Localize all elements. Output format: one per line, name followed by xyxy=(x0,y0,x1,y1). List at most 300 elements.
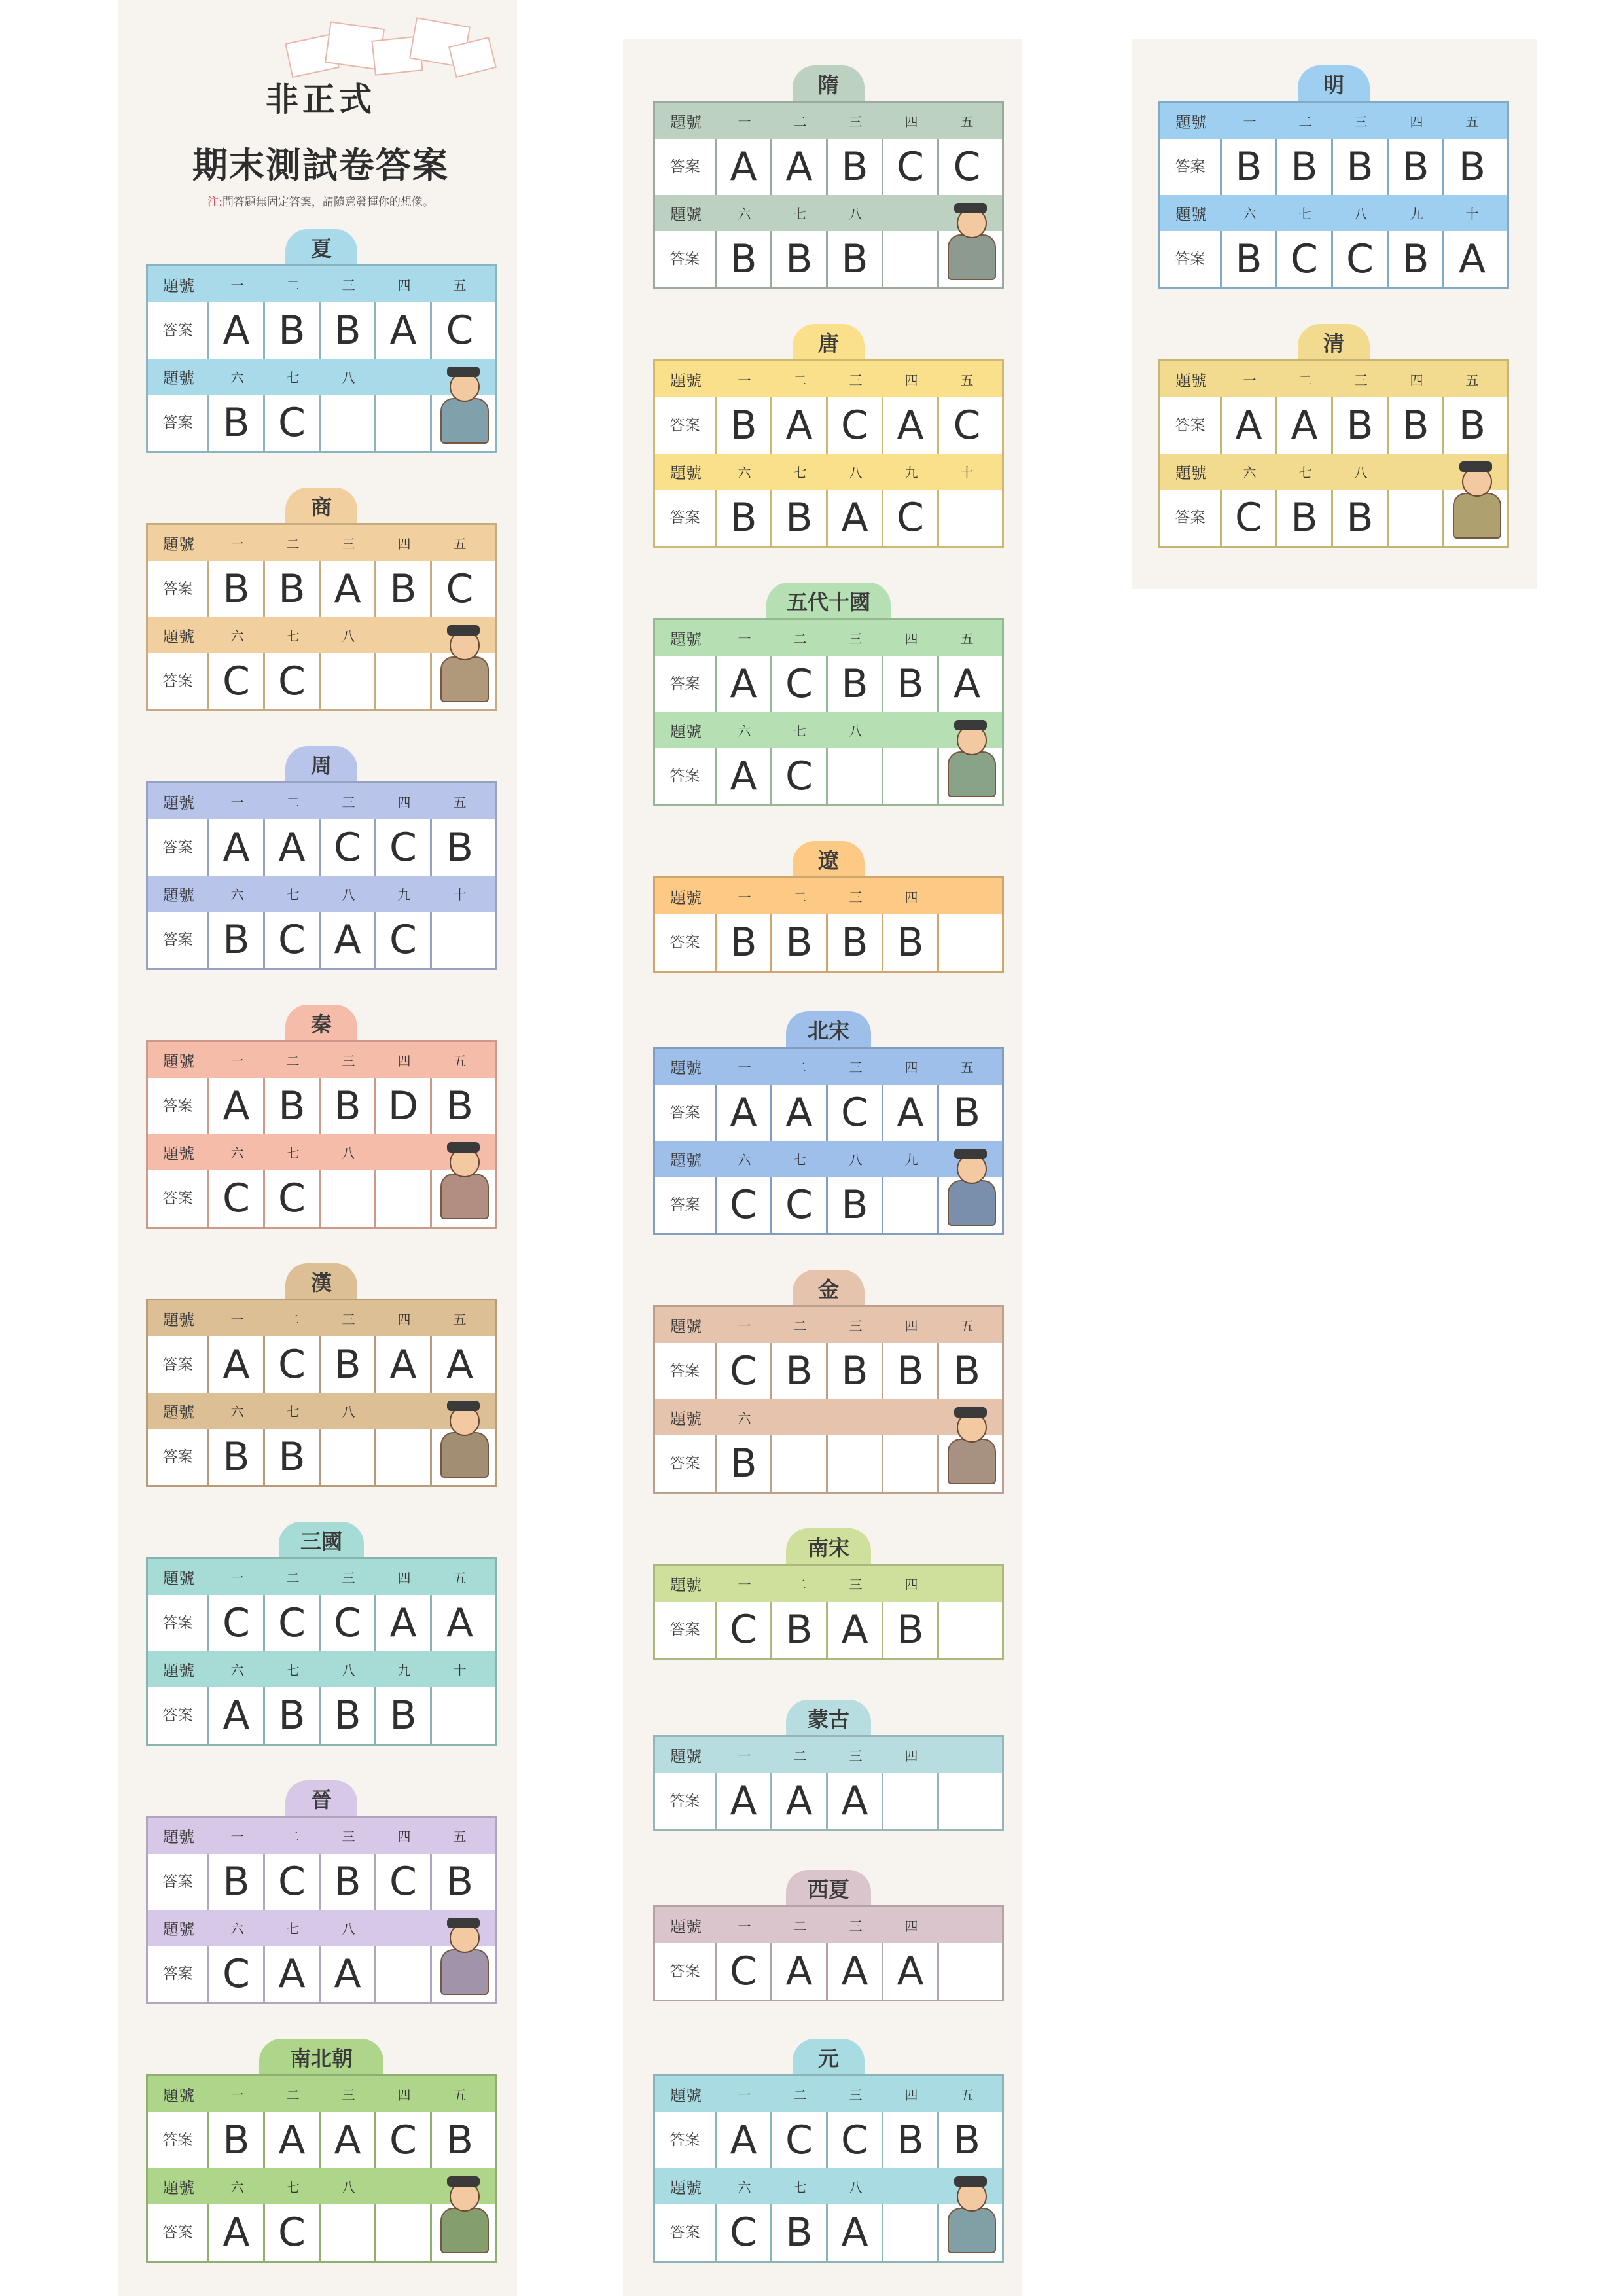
question-number-row xyxy=(655,1049,1002,1085)
answer-label: 答案 xyxy=(148,1078,209,1134)
answer-card-nansong xyxy=(653,1528,1004,1656)
question-number: 二 xyxy=(793,372,807,388)
answer-cell: B xyxy=(883,2112,939,2168)
answer-label: 答案 xyxy=(655,748,717,804)
answer-cell xyxy=(883,748,939,804)
figure-hat xyxy=(954,1149,987,1159)
answer-row xyxy=(148,1687,495,1744)
question-number-row xyxy=(1160,361,1507,397)
answer-cell: A xyxy=(209,302,265,359)
historical-figure-illustration xyxy=(434,1923,493,1995)
figure-body xyxy=(440,1174,489,1219)
question-number: 八 xyxy=(342,1662,355,1678)
answer-label: 答案 xyxy=(655,1085,717,1141)
question-number: 二 xyxy=(793,2087,807,2103)
answer-cell xyxy=(376,1946,432,2002)
figure-body xyxy=(948,234,996,280)
answer-cell xyxy=(939,1943,995,2000)
historical-figure-illustration xyxy=(434,630,493,702)
answer-cell: A xyxy=(376,1336,432,1393)
answer-cell: C xyxy=(772,1177,828,1233)
answer-cell: A xyxy=(828,1602,883,1658)
answer-cell: B xyxy=(209,1854,265,1910)
question-number: 四 xyxy=(904,2087,918,2103)
question-number-row xyxy=(148,266,495,302)
question-number: 六 xyxy=(230,1921,244,1937)
answer-cell: C xyxy=(953,144,981,190)
dynasty-title: 商 xyxy=(285,488,357,531)
page-title-line-2: 期末測試卷答案 xyxy=(192,145,449,186)
answer-cell: B xyxy=(209,561,265,617)
question-number: 一 xyxy=(738,1060,751,1075)
question-number: 五 xyxy=(453,1053,467,1069)
answer-cell: C xyxy=(209,1170,265,1227)
answer-cell: C xyxy=(376,1854,432,1910)
question-number: 七 xyxy=(286,1662,300,1678)
answer-cell: A xyxy=(883,1943,939,2000)
answer-cell: A xyxy=(883,397,939,454)
question-number: 九 xyxy=(904,465,918,480)
question-number: 一 xyxy=(738,372,751,388)
question-number-row xyxy=(655,361,1002,397)
question-number: 三 xyxy=(849,114,863,130)
question-number: 六 xyxy=(738,1410,751,1426)
answer-cell: C xyxy=(828,1085,883,1141)
question-number: 三 xyxy=(849,1060,863,1075)
answer-cell: B xyxy=(1389,397,1444,454)
question-number-row xyxy=(148,525,495,561)
answer-card-wudai xyxy=(653,583,1004,802)
answer-card-qin xyxy=(146,1005,497,1225)
question-label: 題號 xyxy=(670,723,702,741)
answer-cell: A xyxy=(828,490,883,546)
question-number: 九 xyxy=(904,1152,918,1168)
question-number: 七 xyxy=(793,465,807,480)
answer-cell: A xyxy=(1277,397,1333,454)
answer-table xyxy=(1158,101,1509,289)
question-number: 八 xyxy=(849,465,863,480)
answer-cell: C xyxy=(265,1854,321,1910)
answer-card-qing xyxy=(1158,324,1509,544)
figure-hat xyxy=(447,625,480,636)
answer-cell: B xyxy=(828,1343,883,1399)
question-number: 八 xyxy=(342,628,355,644)
question-number: 三 xyxy=(849,889,863,905)
answer-cell: B xyxy=(1277,139,1333,195)
answer-cell xyxy=(883,1177,939,1233)
question-number: 八 xyxy=(342,370,355,386)
question-label: 題號 xyxy=(163,1311,194,1329)
question-label: 題號 xyxy=(670,113,702,132)
answer-table xyxy=(146,1557,497,1746)
answer-cell: C xyxy=(1333,231,1389,287)
question-number: 三 xyxy=(849,631,863,647)
answer-row xyxy=(148,819,495,876)
answer-cell: B xyxy=(321,302,376,359)
answer-cell: A xyxy=(209,819,265,876)
question-number: 八 xyxy=(849,723,863,739)
question-number: 五 xyxy=(453,1312,467,1327)
answer-label: 答案 xyxy=(1160,139,1222,195)
question-number-row xyxy=(655,103,1002,139)
answer-cell: C xyxy=(209,1946,265,2002)
answer-cell: C xyxy=(265,1336,321,1393)
question-number: 一 xyxy=(230,1053,244,1069)
question-number: 七 xyxy=(793,1152,807,1168)
question-number: 四 xyxy=(904,889,918,905)
question-number: 一 xyxy=(230,2087,244,2103)
question-number: 二 xyxy=(793,1918,807,1934)
answer-cell: B xyxy=(446,2117,474,2163)
question-label: 題號 xyxy=(163,2179,194,2197)
answer-cell: B xyxy=(772,2204,828,2261)
answer-cell: B xyxy=(828,656,883,712)
answer-card-sanguo xyxy=(146,1522,497,1742)
question-number: 二 xyxy=(793,631,807,647)
answer-cell xyxy=(772,1435,828,1492)
question-label: 題號 xyxy=(670,889,702,907)
question-number: 二 xyxy=(793,114,807,130)
answer-label: 答案 xyxy=(148,912,209,968)
question-label: 題號 xyxy=(163,1662,194,1680)
answer-row xyxy=(148,302,495,359)
question-number: 一 xyxy=(230,278,244,293)
answer-label: 答案 xyxy=(148,561,209,617)
historical-figure-illustration xyxy=(434,372,493,444)
question-number: 五 xyxy=(453,278,467,293)
answer-row xyxy=(148,1078,495,1134)
answer-cell: B xyxy=(209,395,265,451)
answer-cell xyxy=(376,1429,432,1485)
answer-table xyxy=(653,1905,1004,2001)
question-number: 四 xyxy=(904,114,918,130)
answer-label: 答案 xyxy=(655,656,717,712)
answer-cell: B xyxy=(717,914,772,971)
question-number: 一 xyxy=(738,1577,751,1592)
figure-hat xyxy=(954,720,987,730)
answer-cell: C xyxy=(209,653,265,709)
answer-cell: A xyxy=(717,656,772,712)
question-number: 二 xyxy=(286,795,300,810)
historical-figure-illustration xyxy=(941,1412,1000,1484)
question-number: 六 xyxy=(1243,206,1257,222)
answer-label: 答案 xyxy=(148,2204,209,2261)
answer-cell: A xyxy=(265,819,321,876)
answer-table xyxy=(653,359,1004,548)
answer-card-sui xyxy=(653,65,1004,285)
question-label: 題號 xyxy=(670,1410,702,1428)
question-number: 七 xyxy=(286,2179,300,2195)
answer-cell: A xyxy=(265,1946,321,2002)
answer-label: 答案 xyxy=(655,914,717,971)
question-number: 四 xyxy=(904,1318,918,1334)
question-number: 八 xyxy=(849,2179,863,2195)
question-number-row xyxy=(655,620,1002,656)
answer-cell: C xyxy=(1222,490,1277,546)
figure-hat xyxy=(447,367,480,377)
answer-cell: A xyxy=(953,661,981,707)
answer-cell xyxy=(828,1435,883,1492)
dynasty-title: 西夏 xyxy=(786,1870,871,1913)
question-label: 題號 xyxy=(1175,372,1207,390)
question-number: 一 xyxy=(738,2087,751,2103)
note-prefix: 注: xyxy=(207,196,223,209)
answer-label: 答案 xyxy=(1160,397,1222,454)
dynasty-title: 隋 xyxy=(793,65,865,109)
question-label: 題號 xyxy=(670,1318,702,1336)
question-number: 四 xyxy=(397,795,411,810)
answer-cell: C xyxy=(376,2112,432,2168)
answer-label: 答案 xyxy=(148,1687,209,1744)
figure-body xyxy=(440,656,489,702)
answer-label: 答案 xyxy=(148,1170,209,1227)
question-number: 八 xyxy=(1354,465,1368,480)
answer-cell: B xyxy=(1458,403,1486,448)
answer-cell: C xyxy=(828,2112,883,2168)
answer-cell xyxy=(939,1602,995,1658)
answer-card-xia xyxy=(146,229,497,449)
figure-hat xyxy=(447,1918,480,1928)
question-number: 一 xyxy=(738,1748,751,1764)
dynasty-title: 清 xyxy=(1298,324,1370,367)
question-number: 十 xyxy=(453,1662,467,1678)
answer-card-beisong xyxy=(653,1011,1004,1231)
answer-cell: B xyxy=(1458,144,1486,190)
question-number: 五 xyxy=(960,114,974,130)
answer-label: 答案 xyxy=(148,1946,209,2002)
question-number: 五 xyxy=(1465,114,1479,130)
dynasty-title: 南北朝 xyxy=(259,2039,383,2082)
dynasty-title: 唐 xyxy=(793,324,865,367)
answer-table xyxy=(653,1735,1004,1831)
answer-cell: A xyxy=(446,1600,474,1646)
question-number: 四 xyxy=(397,1570,411,1586)
question-number: 三 xyxy=(849,1918,863,1934)
dynasty-title: 秦 xyxy=(285,1005,357,1048)
question-number: 四 xyxy=(397,2087,411,2103)
question-number: 一 xyxy=(230,536,244,552)
answer-row xyxy=(655,1085,1002,1141)
answer-cell: C xyxy=(772,748,828,804)
answer-cell xyxy=(321,1170,376,1227)
answer-cell: B xyxy=(1389,231,1444,287)
question-number: 三 xyxy=(342,795,355,810)
question-number-row xyxy=(655,1907,1002,1943)
answer-cell: C xyxy=(717,1943,772,2000)
answer-label: 答案 xyxy=(148,2112,209,2168)
question-label: 題號 xyxy=(163,535,194,554)
answer-cell xyxy=(939,490,995,546)
answer-label: 答案 xyxy=(148,819,209,876)
answer-cell: B xyxy=(883,1343,939,1399)
question-label: 題號 xyxy=(163,1403,194,1422)
answer-label: 答案 xyxy=(148,1595,209,1651)
answer-cell: B xyxy=(717,397,772,454)
answer-label: 答案 xyxy=(148,653,209,709)
historical-figure-illustration xyxy=(941,208,1000,280)
historical-figure-illustration xyxy=(941,725,1000,797)
answer-cell: B xyxy=(772,914,828,971)
answer-card-menggu xyxy=(653,1700,1004,1827)
answer-cell: A xyxy=(717,748,772,804)
answer-label: 答案 xyxy=(655,1943,717,2000)
answer-cell xyxy=(376,2204,432,2261)
answer-table xyxy=(653,1564,1004,1660)
question-number: 七 xyxy=(286,1921,300,1937)
question-number: 三 xyxy=(849,1577,863,1592)
question-number: 二 xyxy=(1298,372,1312,388)
question-label: 題號 xyxy=(163,628,194,646)
historical-figure-illustration xyxy=(434,1147,493,1219)
answer-cell: B xyxy=(376,1687,432,1744)
question-number: 六 xyxy=(230,1662,244,1678)
answer-cell xyxy=(376,653,432,709)
question-number: 八 xyxy=(1354,206,1368,222)
answer-cell: D xyxy=(376,1078,432,1134)
question-number: 五 xyxy=(960,2087,974,2103)
answer-row xyxy=(148,912,495,968)
question-label: 題號 xyxy=(163,794,194,812)
answer-cell: B xyxy=(772,1602,828,1658)
question-number: 三 xyxy=(849,372,863,388)
page-title-line-1: 非正式 xyxy=(266,81,376,118)
question-number-row xyxy=(148,1818,495,1854)
question-number: 六 xyxy=(738,2179,751,2195)
question-label: 題號 xyxy=(163,277,194,295)
answer-label: 答案 xyxy=(655,1435,717,1492)
question-number: 二 xyxy=(793,1748,807,1764)
question-label: 題號 xyxy=(163,1920,194,1939)
question-label: 題號 xyxy=(163,369,194,387)
question-number: 二 xyxy=(286,1312,300,1327)
answer-card-tang xyxy=(653,324,1004,544)
answer-cell: A xyxy=(209,2204,265,2261)
question-number: 十 xyxy=(1465,206,1479,222)
answer-cell: B xyxy=(446,825,474,870)
question-number: 二 xyxy=(793,1318,807,1334)
answer-cell xyxy=(321,2204,376,2261)
question-number: 一 xyxy=(230,1829,244,1844)
answer-cell: C xyxy=(772,2112,828,2168)
answer-label: 答案 xyxy=(655,1773,717,1829)
answer-label: 答案 xyxy=(148,395,209,451)
answer-cell: C xyxy=(953,403,981,448)
answer-cell: B xyxy=(772,490,828,546)
answer-label: 答案 xyxy=(655,139,717,195)
answer-cell: C xyxy=(265,1595,321,1651)
question-number-row xyxy=(148,1559,495,1595)
answer-card-jin xyxy=(653,1270,1004,1490)
question-label: 題號 xyxy=(163,1828,194,1846)
answer-card-yuan xyxy=(653,2039,1004,2259)
answer-cell: B xyxy=(1222,231,1277,287)
answer-card-jin_dyn xyxy=(146,1780,497,2000)
answer-cell: A xyxy=(883,1085,939,1141)
question-number: 五 xyxy=(453,1829,467,1844)
answer-cell xyxy=(1389,490,1444,546)
question-number: 九 xyxy=(397,887,411,903)
question-number: 四 xyxy=(397,536,411,552)
question-number: 一 xyxy=(230,1570,244,1586)
question-label: 題號 xyxy=(163,886,194,905)
answer-row xyxy=(655,490,1002,546)
question-number: 四 xyxy=(397,1053,411,1069)
answer-row xyxy=(148,2112,495,2168)
answer-row xyxy=(1160,231,1507,287)
question-number: 六 xyxy=(738,465,751,480)
question-number: 七 xyxy=(1298,465,1312,480)
question-number: 八 xyxy=(342,1921,355,1937)
answer-cell: C xyxy=(209,1595,265,1651)
answer-cell: A xyxy=(321,1946,376,2002)
answer-cell: B xyxy=(717,1435,772,1492)
question-number: 六 xyxy=(230,2179,244,2195)
question-number: 一 xyxy=(1243,114,1257,130)
answer-cell: C xyxy=(883,490,939,546)
answer-label: 答案 xyxy=(655,490,717,546)
answer-cell: A xyxy=(209,1336,265,1393)
question-label: 題號 xyxy=(1175,113,1207,132)
question-number: 七 xyxy=(793,2179,807,2195)
question-number: 二 xyxy=(286,1570,300,1586)
answer-cell: C xyxy=(265,2204,321,2261)
question-number: 六 xyxy=(230,628,244,644)
question-number: 四 xyxy=(904,372,918,388)
answer-row xyxy=(655,2112,1002,2168)
answer-cell: A xyxy=(828,2204,883,2261)
answer-card-shang xyxy=(146,488,497,708)
figure-body xyxy=(1453,493,1501,539)
answer-cell: A xyxy=(321,912,376,968)
answer-cell: B xyxy=(209,1429,265,1485)
answer-cell: C xyxy=(1277,231,1333,287)
answer-label: 答案 xyxy=(148,1429,209,1485)
dynasty-title: 金 xyxy=(793,1270,865,1313)
answer-cell: A xyxy=(772,397,828,454)
header-note xyxy=(151,192,491,209)
answer-row xyxy=(655,1343,1002,1399)
question-number: 一 xyxy=(230,1312,244,1327)
answer-cell xyxy=(883,1773,939,1829)
figure-hat xyxy=(954,203,987,213)
answer-row xyxy=(655,1773,1002,1829)
question-number: 三 xyxy=(342,278,355,293)
answer-cell xyxy=(321,653,376,709)
answer-cell: A xyxy=(209,1078,265,1134)
question-number: 二 xyxy=(286,2087,300,2103)
historical-figure-illustration xyxy=(1446,467,1505,539)
question-label: 題號 xyxy=(670,1748,702,1766)
dynasty-title: 元 xyxy=(793,2039,865,2082)
answer-cell: C xyxy=(446,308,474,353)
answer-cell: B xyxy=(321,1336,376,1393)
question-number: 七 xyxy=(1298,206,1312,222)
answer-cell: B xyxy=(446,1083,474,1129)
answer-row xyxy=(148,1336,495,1393)
question-number: 二 xyxy=(286,536,300,552)
answer-row xyxy=(1160,397,1507,454)
question-number: 七 xyxy=(286,370,300,386)
question-number: 五 xyxy=(453,536,467,552)
question-number-row xyxy=(655,1307,1002,1343)
dynasty-title: 五代十國 xyxy=(766,583,891,626)
answer-cell: A xyxy=(772,1773,828,1829)
figure-body xyxy=(948,2208,996,2253)
answer-label: 答案 xyxy=(655,2112,717,2168)
question-label: 題號 xyxy=(670,372,702,390)
question-number-row xyxy=(148,2076,495,2112)
question-label: 題號 xyxy=(1175,206,1207,224)
